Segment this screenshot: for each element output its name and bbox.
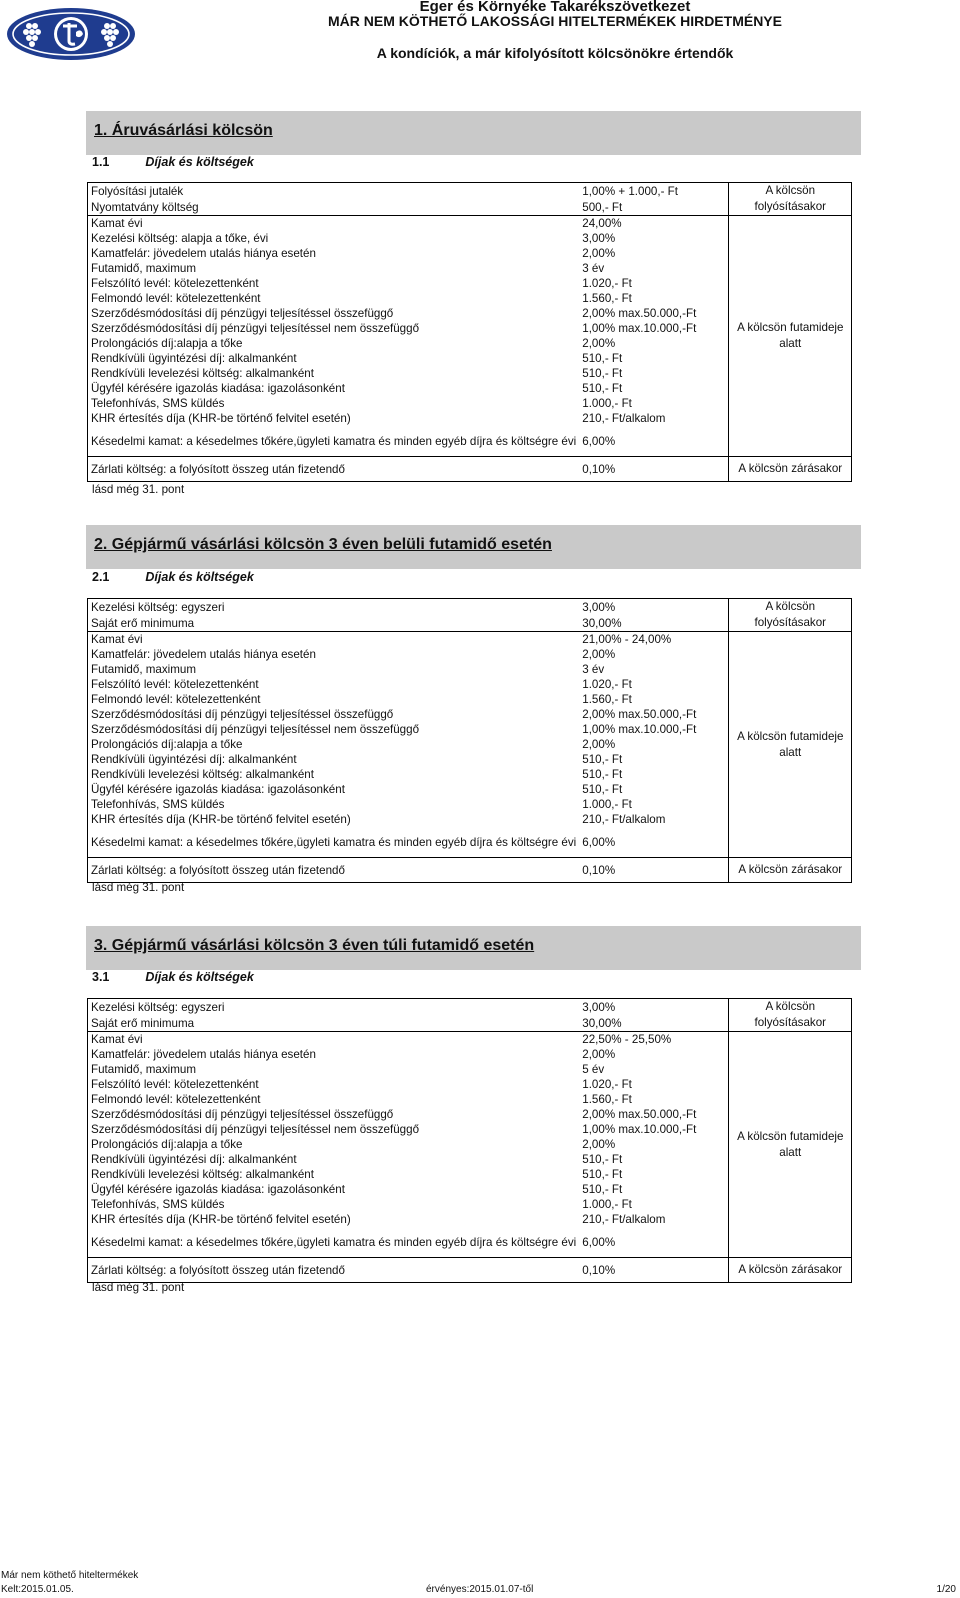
fee-label: Kezelési költség: egyszeri	[88, 999, 580, 1016]
closing-fee-label: Zárlati költség: a folyósított összeg után fizetendő	[88, 457, 580, 482]
subsection-heading	[92, 970, 254, 984]
closing-fee-timing: A kölcsön zárásakor	[729, 858, 852, 883]
footer-page-number: 1/20	[936, 1584, 956, 1595]
fee-value: 3,00%	[579, 999, 729, 1016]
fee-label: Felszólító levél: kötelezettenként	[88, 677, 580, 692]
fee-timing: A kölcsön futamideje alatt	[729, 632, 852, 858]
fee-label: Szerződésmódosítási díj pénzügyi teljesítéssel nem összefüggő	[88, 321, 580, 336]
fee-label: Felmondó levél: kötelezettenként	[88, 692, 580, 707]
fee-label: KHR értesítés díja (KHR-be történő felvitel esetén)	[88, 1212, 580, 1227]
bank-logo-icon	[5, 6, 138, 62]
fee-label: Ügyfél kérésére igazolás kiadása: igazolásonként	[88, 1182, 580, 1197]
fee-label: KHR értesítés díja (KHR-be történő felvitel esetén)	[88, 812, 580, 827]
subsection-title: Díjak és költségek	[145, 570, 254, 584]
fee-value: 510,- Ft	[582, 1153, 623, 1166]
fee-value: 5 év	[582, 1063, 605, 1076]
fee-timing: A kölcsön folyósításakor	[729, 599, 852, 632]
fee-value: 2,00%	[582, 247, 616, 260]
fee-value: 30,00%	[582, 616, 622, 630]
fee-value: 510,- Ft	[582, 1168, 623, 1181]
fee-label: Prolongációs díj:alapja a tőke	[88, 737, 580, 752]
fee-value: 1.000,- Ft	[582, 397, 632, 410]
table-row	[88, 632, 852, 648]
section-title: 2. Gépjármű vásárlási kölcsön 3 éven belüli futamidő esetén	[94, 536, 552, 553]
table-row	[88, 216, 852, 232]
fee-timing: A kölcsön folyósításakor	[729, 183, 852, 216]
fee-label: Kamat évi	[88, 1032, 580, 1048]
fee-value: 24,00%	[579, 216, 729, 232]
fee-label: Prolongációs díj:alapja a tőke	[88, 1137, 580, 1152]
closing-fee-timing: A kölcsön zárásakor	[729, 457, 852, 482]
fee-value: 510,- Ft	[582, 768, 623, 781]
fee-label: Felmondó levél: kötelezettenként	[88, 1092, 580, 1107]
closing-fee-label: Zárlati költség: a folyósított összeg után fizetendő	[88, 858, 580, 883]
fee-value: 2,00%	[582, 337, 616, 350]
fee-label: Szerződésmódosítási díj pénzügyi teljesítéssel összefüggő	[88, 306, 580, 321]
fee-value: 1,00% + 1.000,- Ft	[579, 183, 729, 200]
fee-label: Szerződésmódosítási díj pénzügyi teljesítéssel összefüggő	[88, 1107, 580, 1122]
section-heading-bar	[86, 111, 861, 155]
fee-label: Kamat évi	[88, 216, 580, 232]
table-row	[88, 457, 852, 482]
fee-value: 1.000,- Ft	[582, 1198, 632, 1211]
fee-label: Nyomtatvány költség	[88, 199, 580, 216]
document-title: MÁR NEM KÖTHETŐ LAKOSSÁGI HITELTERMÉKEK HIRDETMÉNYE	[328, 13, 782, 29]
section-heading-bar	[86, 525, 861, 569]
subsection-heading	[92, 570, 254, 584]
footer-issue-date: Kelt:2015.01.05.	[1, 1584, 74, 1595]
fee-value: 2,00% max.50.000,-Ft	[582, 708, 697, 721]
fee-label: Kamatfelár: jövedelem utalás hiánya esetén	[88, 647, 580, 662]
fee-label: Felszólító levél: kötelezettenként	[88, 1077, 580, 1092]
table-row	[88, 999, 852, 1016]
fee-label: Szerződésmódosítási díj pénzügyi teljesítéssel nem összefüggő	[88, 1122, 580, 1137]
fee-value: 500,- Ft	[582, 200, 623, 214]
fee-label: Futamidő, maximum	[88, 662, 580, 677]
fee-label: Kamat évi	[88, 632, 580, 648]
fee-label: Telefonhívás, SMS küldés	[88, 797, 580, 812]
fee-label: Szerződésmódosítási díj pénzügyi teljesítéssel összefüggő	[88, 707, 580, 722]
fee-label: Rendkívüli ügyintézési díj: alkalmanként	[88, 1152, 580, 1167]
table-row	[88, 1032, 852, 1048]
fee-label: Kezelési költség: alapja a tőke, évi	[88, 231, 580, 246]
fee-value: 2,00%	[582, 1138, 616, 1151]
fee-label: Rendkívüli levelezési költség: alkalmanként	[88, 767, 580, 782]
fee-value: 6,00%	[582, 835, 616, 849]
bank-name: Eger és Környéke Takarékszövetkezet	[419, 0, 691, 15]
subsection-number: 3.1	[92, 970, 110, 984]
fee-value: 1.560,- Ft	[582, 1093, 632, 1106]
fee-value: 210,- Ft/alkalom	[582, 813, 666, 826]
fee-label: Kezelési költség: egyszeri	[88, 599, 580, 616]
fee-label: Telefonhívás, SMS küldés	[88, 396, 580, 411]
fee-label: Ügyfél kérésére igazolás kiadása: igazolásonként	[88, 782, 580, 797]
fee-label: Futamidő, maximum	[88, 261, 580, 276]
table-row	[88, 1258, 852, 1283]
fee-label: Kamatfelár: jövedelem utalás hiánya esetén	[88, 1047, 580, 1062]
fee-value: 3 év	[582, 663, 605, 676]
subsection-title: Díjak és költségek	[145, 970, 254, 984]
reference-note: lásd még 31. pont	[92, 1281, 185, 1294]
fee-value: 510,- Ft	[582, 382, 623, 395]
fee-value: 2,00% max.50.000,-Ft	[582, 1108, 697, 1121]
closing-fee-label: Zárlati költség: a folyósított összeg után fizetendő	[88, 1258, 580, 1283]
fee-value: 30,00%	[582, 1016, 622, 1030]
fee-label: Rendkívüli ügyintézési díj: alkalmanként	[88, 351, 580, 366]
fee-value: 1.560,- Ft	[582, 292, 632, 305]
fee-label: Felmondó levél: kötelezettenként	[88, 291, 580, 306]
fee-label: Késedelmi kamat: a késedelmes tőkére,ügyleti kamatra és minden egyéb díjra és költségre évi	[88, 426, 580, 457]
fee-label: Folyósítási jutalék	[88, 183, 580, 200]
subsection-number: 2.1	[92, 570, 110, 584]
footer-valid-from: érvényes:2015.01.07-től	[426, 1584, 534, 1595]
fee-value: 1.020,- Ft	[582, 1078, 632, 1091]
fee-value: 6,00%	[582, 1235, 616, 1249]
fee-label: Futamidő, maximum	[88, 1062, 580, 1077]
fees-table	[87, 998, 852, 1283]
fee-timing: A kölcsön futamideje alatt	[729, 1032, 852, 1258]
fee-value: 1,00% max.10.000,-Ft	[582, 723, 697, 736]
fee-value: 510,- Ft	[582, 783, 623, 796]
fee-value: 1.020,- Ft	[582, 277, 632, 290]
fee-value: 21,00% - 24,00%	[579, 632, 729, 648]
closing-fee-value: 0,10%	[579, 1258, 729, 1283]
section-title: 1. Áruvásárlási kölcsön	[94, 122, 273, 139]
subsection-title: Díjak és költségek	[145, 155, 254, 169]
fee-label: Rendkívüli levelezési költség: alkalmanként	[88, 366, 580, 381]
fee-label: Felszólító levél: kötelezettenként	[88, 276, 580, 291]
fee-value: 6,00%	[582, 434, 616, 448]
fee-value: 510,- Ft	[582, 367, 623, 380]
fee-label: Saját erő minimuma	[88, 615, 580, 632]
reference-note: lásd még 31. pont	[92, 483, 185, 496]
fee-value: 1.560,- Ft	[582, 693, 632, 706]
fee-timing: A kölcsön futamideje alatt	[729, 216, 852, 457]
fees-table	[87, 182, 852, 482]
fee-value: 2,00%	[582, 648, 616, 661]
fee-value: 22,50% - 25,50%	[579, 1032, 729, 1048]
fee-label: Rendkívüli ügyintézési díj: alkalmanként	[88, 752, 580, 767]
subsection-heading	[92, 155, 254, 169]
fee-value: 3,00%	[582, 232, 616, 245]
table-row	[88, 858, 852, 883]
fee-timing: A kölcsön folyósításakor	[729, 999, 852, 1032]
section-heading-bar	[86, 926, 861, 970]
fee-label: Saját erő minimuma	[88, 1015, 580, 1032]
fee-label: Ügyfél kérésére igazolás kiadása: igazolásonként	[88, 381, 580, 396]
reference-note: lásd még 31. pont	[92, 881, 185, 894]
section-title: 3. Gépjármű vásárlási kölcsön 3 éven túli futamidő esetén	[94, 937, 535, 954]
fee-value: 210,- Ft/alkalom	[582, 412, 666, 425]
fees-table	[87, 598, 852, 883]
fee-label: Telefonhívás, SMS küldés	[88, 1197, 580, 1212]
fee-label: Késedelmi kamat: a késedelmes tőkére,ügyleti kamatra és minden egyéb díjra és költségre évi	[88, 1227, 580, 1258]
table-row	[88, 183, 852, 200]
fee-value: 510,- Ft	[582, 352, 623, 365]
fee-value: 210,- Ft/alkalom	[582, 1213, 666, 1226]
fee-value: 510,- Ft	[582, 753, 623, 766]
fee-value: 2,00%	[582, 738, 616, 751]
fee-label: Késedelmi kamat: a késedelmes tőkére,ügyleti kamatra és minden egyéb díjra és költségre évi	[88, 827, 580, 858]
closing-fee-value: 0,10%	[579, 457, 729, 482]
subsection-number: 1.1	[92, 155, 110, 169]
fee-value: 1.020,- Ft	[582, 678, 632, 691]
fee-value: 2,00%	[582, 1048, 616, 1061]
fee-value: 3 év	[582, 262, 605, 275]
fee-value: 1.000,- Ft	[582, 798, 632, 811]
fee-label: KHR értesítés díja (KHR-be történő felvitel esetén)	[88, 411, 580, 426]
fee-label: Prolongációs díj:alapja a tőke	[88, 336, 580, 351]
fee-label: Szerződésmódosítási díj pénzügyi teljesítéssel nem összefüggő	[88, 722, 580, 737]
closing-fee-value: 0,10%	[579, 858, 729, 883]
fee-value: 1,00% max.10.000,-Ft	[582, 322, 697, 335]
fee-value: 1,00% max.10.000,-Ft	[582, 1123, 697, 1136]
fee-value: 3,00%	[579, 599, 729, 616]
fee-label: Rendkívüli levelezési költség: alkalmanként	[88, 1167, 580, 1182]
document-subtitle: A kondíciók, a már kifolyósított kölcsönökre értendők	[376, 45, 734, 61]
fee-value: 2,00% max.50.000,-Ft	[582, 307, 697, 320]
table-row	[88, 599, 852, 616]
footer-document-name: Már nem köthető hiteltermékek	[1, 1570, 139, 1581]
closing-fee-timing: A kölcsön zárásakor	[729, 1258, 852, 1283]
fee-value: 510,- Ft	[582, 1183, 623, 1196]
fee-label: Kamatfelár: jövedelem utalás hiánya esetén	[88, 246, 580, 261]
